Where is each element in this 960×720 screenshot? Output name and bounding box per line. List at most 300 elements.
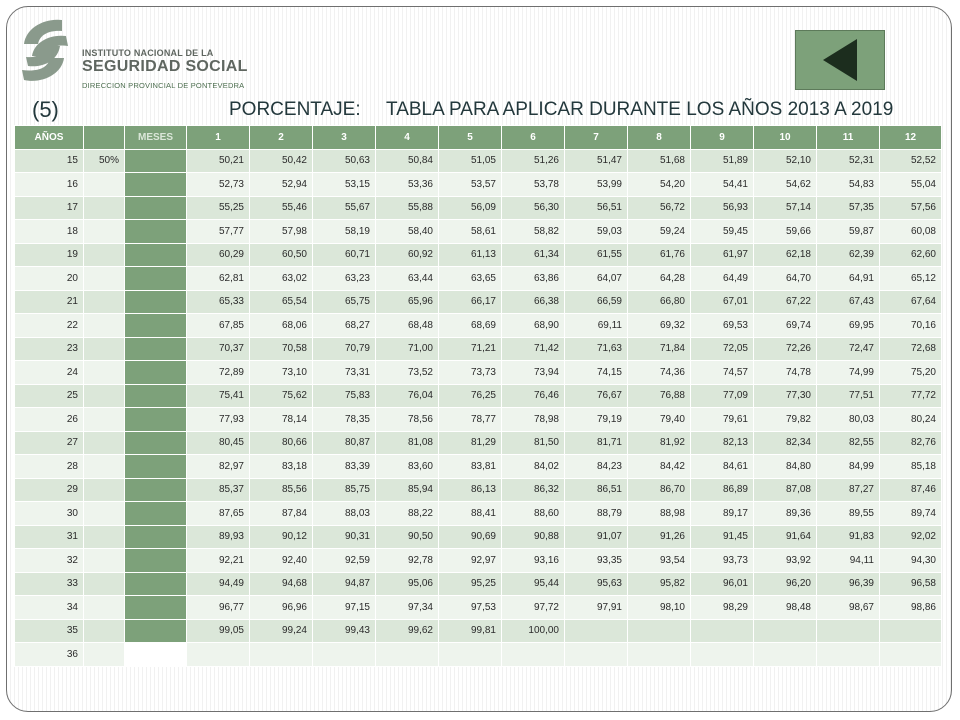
value-cell: 67,85 bbox=[187, 314, 250, 338]
percent-cell bbox=[84, 478, 125, 502]
title-label: PORCENTAJE: bbox=[229, 99, 361, 120]
value-cell bbox=[439, 643, 502, 667]
value-cell: 75,62 bbox=[250, 384, 313, 408]
value-cell: 55,04 bbox=[880, 173, 942, 197]
meses-spacer-cell bbox=[125, 361, 187, 385]
value-cell: 93,73 bbox=[691, 549, 754, 573]
value-cell: 56,93 bbox=[691, 196, 754, 220]
value-cell: 78,98 bbox=[502, 408, 565, 432]
value-cell: 62,18 bbox=[754, 243, 817, 267]
value-cell: 59,87 bbox=[817, 220, 880, 244]
table-row bbox=[15, 478, 942, 502]
value-cell: 73,73 bbox=[439, 361, 502, 385]
value-cell: 87,65 bbox=[187, 502, 250, 526]
value-cell: 54,83 bbox=[817, 173, 880, 197]
percent-cell bbox=[84, 525, 125, 549]
value-cell: 92,78 bbox=[376, 549, 439, 573]
value-cell: 82,76 bbox=[880, 431, 942, 455]
value-cell: 57,77 bbox=[187, 220, 250, 244]
value-cell bbox=[817, 619, 880, 643]
value-cell: 60,29 bbox=[187, 243, 250, 267]
value-cell: 97,53 bbox=[439, 596, 502, 620]
value-cell: 85,56 bbox=[250, 478, 313, 502]
value-cell: 65,75 bbox=[313, 290, 376, 314]
percent-cell bbox=[84, 314, 125, 338]
percent-cell bbox=[84, 173, 125, 197]
value-cell: 85,37 bbox=[187, 478, 250, 502]
table-row bbox=[15, 408, 942, 432]
value-cell: 97,34 bbox=[376, 596, 439, 620]
value-cell: 63,23 bbox=[313, 267, 376, 291]
year-cell: 33 bbox=[15, 572, 84, 596]
value-cell: 56,09 bbox=[439, 196, 502, 220]
percent-cell: 50% bbox=[84, 149, 125, 173]
value-cell: 52,73 bbox=[187, 173, 250, 197]
table-header-row bbox=[15, 126, 942, 150]
column-header: 4 bbox=[376, 126, 439, 150]
value-cell: 74,15 bbox=[565, 361, 628, 385]
table-row bbox=[15, 290, 942, 314]
percent-cell bbox=[84, 408, 125, 432]
year-cell: 26 bbox=[15, 408, 84, 432]
year-cell: 27 bbox=[15, 431, 84, 455]
value-cell: 89,93 bbox=[187, 525, 250, 549]
value-cell: 96,20 bbox=[754, 572, 817, 596]
value-cell: 67,01 bbox=[691, 290, 754, 314]
value-cell: 58,61 bbox=[439, 220, 502, 244]
triangle-left-icon bbox=[823, 39, 857, 81]
value-cell: 84,99 bbox=[817, 455, 880, 479]
value-cell: 70,16 bbox=[880, 314, 942, 338]
value-cell: 59,03 bbox=[565, 220, 628, 244]
value-cell bbox=[628, 643, 691, 667]
value-cell: 86,89 bbox=[691, 478, 754, 502]
value-cell: 91,07 bbox=[565, 525, 628, 549]
value-cell: 60,50 bbox=[250, 243, 313, 267]
value-cell bbox=[250, 643, 313, 667]
column-header: 6 bbox=[502, 126, 565, 150]
percent-cell bbox=[84, 596, 125, 620]
value-cell: 59,24 bbox=[628, 220, 691, 244]
value-cell: 87,46 bbox=[880, 478, 942, 502]
meses-spacer-cell bbox=[125, 596, 187, 620]
year-cell: 36 bbox=[15, 643, 84, 667]
value-cell: 68,27 bbox=[313, 314, 376, 338]
value-cell: 52,94 bbox=[250, 173, 313, 197]
value-cell: 82,34 bbox=[754, 431, 817, 455]
value-cell: 83,18 bbox=[250, 455, 313, 479]
value-cell: 51,47 bbox=[565, 149, 628, 173]
value-cell: 64,49 bbox=[691, 267, 754, 291]
value-cell: 62,60 bbox=[880, 243, 942, 267]
value-cell: 99,62 bbox=[376, 619, 439, 643]
value-cell: 72,47 bbox=[817, 337, 880, 361]
value-cell: 81,29 bbox=[439, 431, 502, 455]
value-cell: 90,88 bbox=[502, 525, 565, 549]
value-cell: 56,51 bbox=[565, 196, 628, 220]
value-cell: 53,57 bbox=[439, 173, 502, 197]
column-header: 9 bbox=[691, 126, 754, 150]
value-cell: 83,39 bbox=[313, 455, 376, 479]
percent-cell bbox=[84, 196, 125, 220]
value-cell: 80,45 bbox=[187, 431, 250, 455]
year-cell: 30 bbox=[15, 502, 84, 526]
value-cell: 52,10 bbox=[754, 149, 817, 173]
year-cell: 22 bbox=[15, 314, 84, 338]
value-cell: 64,07 bbox=[565, 267, 628, 291]
value-cell: 69,95 bbox=[817, 314, 880, 338]
value-cell: 57,14 bbox=[754, 196, 817, 220]
value-cell: 98,29 bbox=[691, 596, 754, 620]
meses-spacer-cell bbox=[125, 455, 187, 479]
value-cell: 86,13 bbox=[439, 478, 502, 502]
value-cell: 91,64 bbox=[754, 525, 817, 549]
value-cell: 76,88 bbox=[628, 384, 691, 408]
value-cell: 98,10 bbox=[628, 596, 691, 620]
value-cell: 60,92 bbox=[376, 243, 439, 267]
value-cell: 65,12 bbox=[880, 267, 942, 291]
value-cell: 72,89 bbox=[187, 361, 250, 385]
value-cell: 83,60 bbox=[376, 455, 439, 479]
table-row bbox=[15, 173, 942, 197]
value-cell: 95,82 bbox=[628, 572, 691, 596]
meses-spacer-cell bbox=[125, 502, 187, 526]
value-cell: 83,81 bbox=[439, 455, 502, 479]
value-cell bbox=[880, 643, 942, 667]
value-cell: 73,52 bbox=[376, 361, 439, 385]
percent-cell bbox=[84, 361, 125, 385]
year-cell: 21 bbox=[15, 290, 84, 314]
value-cell: 92,02 bbox=[880, 525, 942, 549]
org-name-line2: SEGURIDAD SOCIAL bbox=[82, 58, 248, 75]
value-cell: 90,31 bbox=[313, 525, 376, 549]
value-cell: 89,36 bbox=[754, 502, 817, 526]
value-cell: 85,94 bbox=[376, 478, 439, 502]
table-row bbox=[15, 549, 942, 573]
value-cell: 56,72 bbox=[628, 196, 691, 220]
value-cell: 86,32 bbox=[502, 478, 565, 502]
value-cell: 98,67 bbox=[817, 596, 880, 620]
value-cell: 77,93 bbox=[187, 408, 250, 432]
year-cell: 25 bbox=[15, 384, 84, 408]
value-cell: 94,11 bbox=[817, 549, 880, 573]
value-cell: 54,41 bbox=[691, 173, 754, 197]
value-cell: 50,21 bbox=[187, 149, 250, 173]
meses-spacer-cell bbox=[125, 290, 187, 314]
value-cell: 80,24 bbox=[880, 408, 942, 432]
year-cell: 32 bbox=[15, 549, 84, 573]
value-cell: 55,25 bbox=[187, 196, 250, 220]
value-cell: 95,44 bbox=[502, 572, 565, 596]
value-cell: 64,91 bbox=[817, 267, 880, 291]
column-header bbox=[84, 126, 125, 150]
value-cell: 65,96 bbox=[376, 290, 439, 314]
value-cell bbox=[754, 643, 817, 667]
value-cell: 88,41 bbox=[439, 502, 502, 526]
percent-cell bbox=[84, 455, 125, 479]
value-cell: 72,68 bbox=[880, 337, 942, 361]
value-cell: 62,81 bbox=[187, 267, 250, 291]
inss-logo-icon bbox=[14, 14, 76, 88]
meses-spacer-cell bbox=[125, 196, 187, 220]
value-cell: 61,76 bbox=[628, 243, 691, 267]
value-cell: 82,55 bbox=[817, 431, 880, 455]
org-subtitle: DIRECCION PROVINCIAL DE PONTEVEDRA bbox=[82, 81, 245, 90]
value-cell: 57,56 bbox=[880, 196, 942, 220]
table-row bbox=[15, 572, 942, 596]
value-cell: 50,42 bbox=[250, 149, 313, 173]
value-cell: 73,31 bbox=[313, 361, 376, 385]
value-cell: 90,69 bbox=[439, 525, 502, 549]
value-cell: 63,86 bbox=[502, 267, 565, 291]
value-cell: 81,50 bbox=[502, 431, 565, 455]
value-cell: 84,61 bbox=[691, 455, 754, 479]
page-title: TABLA PARA APLICAR DURANTE LOS AÑOS 2013 A 2019 bbox=[386, 99, 894, 120]
value-cell: 92,21 bbox=[187, 549, 250, 573]
value-cell: 88,22 bbox=[376, 502, 439, 526]
section-number: (5) bbox=[32, 97, 59, 122]
table-row bbox=[15, 361, 942, 385]
value-cell: 66,80 bbox=[628, 290, 691, 314]
value-cell: 68,69 bbox=[439, 314, 502, 338]
value-cell: 88,03 bbox=[313, 502, 376, 526]
value-cell bbox=[565, 643, 628, 667]
value-cell bbox=[187, 643, 250, 667]
year-cell: 18 bbox=[15, 220, 84, 244]
year-cell: 28 bbox=[15, 455, 84, 479]
value-cell: 53,78 bbox=[502, 173, 565, 197]
column-header: 10 bbox=[754, 126, 817, 150]
value-cell: 80,03 bbox=[817, 408, 880, 432]
value-cell: 64,70 bbox=[754, 267, 817, 291]
value-cell: 75,83 bbox=[313, 384, 376, 408]
year-cell: 31 bbox=[15, 525, 84, 549]
value-cell: 86,51 bbox=[565, 478, 628, 502]
value-cell: 77,09 bbox=[691, 384, 754, 408]
value-cell: 67,64 bbox=[880, 290, 942, 314]
value-cell: 99,05 bbox=[187, 619, 250, 643]
value-cell: 93,92 bbox=[754, 549, 817, 573]
value-cell: 84,80 bbox=[754, 455, 817, 479]
value-cell: 93,16 bbox=[502, 549, 565, 573]
value-cell bbox=[376, 643, 439, 667]
value-cell: 94,68 bbox=[250, 572, 313, 596]
value-cell: 96,01 bbox=[691, 572, 754, 596]
value-cell: 93,54 bbox=[628, 549, 691, 573]
table-row bbox=[15, 384, 942, 408]
meses-spacer-cell bbox=[125, 314, 187, 338]
value-cell bbox=[502, 643, 565, 667]
meses-spacer-cell bbox=[125, 619, 187, 643]
org-name-line1: INSTITUTO NACIONAL DE LA bbox=[82, 48, 214, 58]
value-cell: 56,30 bbox=[502, 196, 565, 220]
value-cell: 99,81 bbox=[439, 619, 502, 643]
value-cell: 89,55 bbox=[817, 502, 880, 526]
value-cell: 58,40 bbox=[376, 220, 439, 244]
year-cell: 35 bbox=[15, 619, 84, 643]
value-cell: 96,96 bbox=[250, 596, 313, 620]
back-button[interactable] bbox=[795, 30, 885, 90]
meses-spacer-cell bbox=[125, 549, 187, 573]
value-cell: 94,87 bbox=[313, 572, 376, 596]
value-cell: 99,24 bbox=[250, 619, 313, 643]
table-row bbox=[15, 220, 942, 244]
value-cell: 69,32 bbox=[628, 314, 691, 338]
table-row bbox=[15, 455, 942, 479]
column-header: 1 bbox=[187, 126, 250, 150]
value-cell: 78,77 bbox=[439, 408, 502, 432]
value-cell: 78,56 bbox=[376, 408, 439, 432]
value-cell: 81,92 bbox=[628, 431, 691, 455]
value-cell: 77,51 bbox=[817, 384, 880, 408]
value-cell: 55,88 bbox=[376, 196, 439, 220]
value-cell: 82,13 bbox=[691, 431, 754, 455]
year-cell: 17 bbox=[15, 196, 84, 220]
value-cell: 72,05 bbox=[691, 337, 754, 361]
value-cell: 100,00 bbox=[502, 619, 565, 643]
value-cell: 81,08 bbox=[376, 431, 439, 455]
value-cell: 84,02 bbox=[502, 455, 565, 479]
value-cell: 74,36 bbox=[628, 361, 691, 385]
value-cell: 76,46 bbox=[502, 384, 565, 408]
percentage-table bbox=[14, 125, 942, 667]
value-cell: 68,06 bbox=[250, 314, 313, 338]
value-cell: 71,21 bbox=[439, 337, 502, 361]
value-cell: 73,10 bbox=[250, 361, 313, 385]
meses-spacer-cell bbox=[125, 431, 187, 455]
value-cell: 90,50 bbox=[376, 525, 439, 549]
value-cell: 52,31 bbox=[817, 149, 880, 173]
value-cell: 63,44 bbox=[376, 267, 439, 291]
value-cell: 84,42 bbox=[628, 455, 691, 479]
meses-spacer-cell bbox=[125, 220, 187, 244]
value-cell: 79,40 bbox=[628, 408, 691, 432]
value-cell: 71,00 bbox=[376, 337, 439, 361]
value-cell: 87,84 bbox=[250, 502, 313, 526]
value-cell: 74,78 bbox=[754, 361, 817, 385]
meses-spacer-cell bbox=[125, 243, 187, 267]
value-cell: 90,12 bbox=[250, 525, 313, 549]
value-cell: 89,74 bbox=[880, 502, 942, 526]
value-cell: 97,15 bbox=[313, 596, 376, 620]
value-cell: 77,72 bbox=[880, 384, 942, 408]
meses-spacer-cell bbox=[125, 408, 187, 432]
value-cell: 78,35 bbox=[313, 408, 376, 432]
value-cell: 74,99 bbox=[817, 361, 880, 385]
value-cell: 64,28 bbox=[628, 267, 691, 291]
meses-spacer-cell bbox=[125, 525, 187, 549]
year-cell: 29 bbox=[15, 478, 84, 502]
value-cell: 65,54 bbox=[250, 290, 313, 314]
value-cell: 69,74 bbox=[754, 314, 817, 338]
percent-cell bbox=[84, 643, 125, 667]
value-cell: 87,08 bbox=[754, 478, 817, 502]
value-cell bbox=[754, 619, 817, 643]
percent-cell bbox=[84, 337, 125, 361]
value-cell: 51,89 bbox=[691, 149, 754, 173]
table-row bbox=[15, 619, 942, 643]
value-cell: 65,33 bbox=[187, 290, 250, 314]
table-row bbox=[15, 337, 942, 361]
value-cell: 58,82 bbox=[502, 220, 565, 244]
year-cell: 34 bbox=[15, 596, 84, 620]
value-cell: 62,39 bbox=[817, 243, 880, 267]
value-cell: 88,60 bbox=[502, 502, 565, 526]
value-cell: 96,58 bbox=[880, 572, 942, 596]
value-cell bbox=[691, 643, 754, 667]
percent-cell bbox=[84, 290, 125, 314]
value-cell: 63,65 bbox=[439, 267, 502, 291]
value-cell: 59,66 bbox=[754, 220, 817, 244]
value-cell: 75,41 bbox=[187, 384, 250, 408]
value-cell: 53,15 bbox=[313, 173, 376, 197]
value-cell: 91,83 bbox=[817, 525, 880, 549]
value-cell: 95,25 bbox=[439, 572, 502, 596]
value-cell: 67,43 bbox=[817, 290, 880, 314]
percent-cell bbox=[84, 431, 125, 455]
table-row bbox=[15, 314, 942, 338]
value-cell bbox=[313, 643, 376, 667]
value-cell: 58,19 bbox=[313, 220, 376, 244]
value-cell: 91,45 bbox=[691, 525, 754, 549]
value-cell: 60,71 bbox=[313, 243, 376, 267]
value-cell: 61,55 bbox=[565, 243, 628, 267]
year-cell: 20 bbox=[15, 267, 84, 291]
value-cell: 96,77 bbox=[187, 596, 250, 620]
meses-spacer-cell bbox=[125, 384, 187, 408]
percent-cell bbox=[84, 220, 125, 244]
value-cell: 63,02 bbox=[250, 267, 313, 291]
table-row bbox=[15, 596, 942, 620]
value-cell: 60,08 bbox=[880, 220, 942, 244]
column-header: 2 bbox=[250, 126, 313, 150]
value-cell: 52,52 bbox=[880, 149, 942, 173]
table-row bbox=[15, 149, 942, 173]
value-cell: 70,79 bbox=[313, 337, 376, 361]
value-cell: 66,17 bbox=[439, 290, 502, 314]
column-header: MESES bbox=[125, 126, 187, 150]
value-cell: 68,90 bbox=[502, 314, 565, 338]
value-cell: 59,45 bbox=[691, 220, 754, 244]
value-cell: 82,97 bbox=[187, 455, 250, 479]
value-cell: 70,37 bbox=[187, 337, 250, 361]
value-cell: 88,98 bbox=[628, 502, 691, 526]
value-cell: 79,19 bbox=[565, 408, 628, 432]
percent-cell bbox=[84, 243, 125, 267]
column-header: 8 bbox=[628, 126, 691, 150]
meses-spacer-cell bbox=[125, 643, 187, 667]
value-cell: 71,63 bbox=[565, 337, 628, 361]
value-cell: 55,67 bbox=[313, 196, 376, 220]
value-cell: 79,82 bbox=[754, 408, 817, 432]
value-cell: 87,27 bbox=[817, 478, 880, 502]
value-cell: 54,20 bbox=[628, 173, 691, 197]
year-cell: 16 bbox=[15, 173, 84, 197]
value-cell: 66,38 bbox=[502, 290, 565, 314]
value-cell: 86,70 bbox=[628, 478, 691, 502]
table-row bbox=[15, 431, 942, 455]
table-row bbox=[15, 502, 942, 526]
value-cell: 79,61 bbox=[691, 408, 754, 432]
percent-cell bbox=[84, 549, 125, 573]
value-cell: 54,62 bbox=[754, 173, 817, 197]
value-cell: 97,72 bbox=[502, 596, 565, 620]
value-cell: 68,48 bbox=[376, 314, 439, 338]
value-cell: 61,97 bbox=[691, 243, 754, 267]
table-row bbox=[15, 267, 942, 291]
column-header: 12 bbox=[880, 126, 942, 150]
value-cell: 61,34 bbox=[502, 243, 565, 267]
